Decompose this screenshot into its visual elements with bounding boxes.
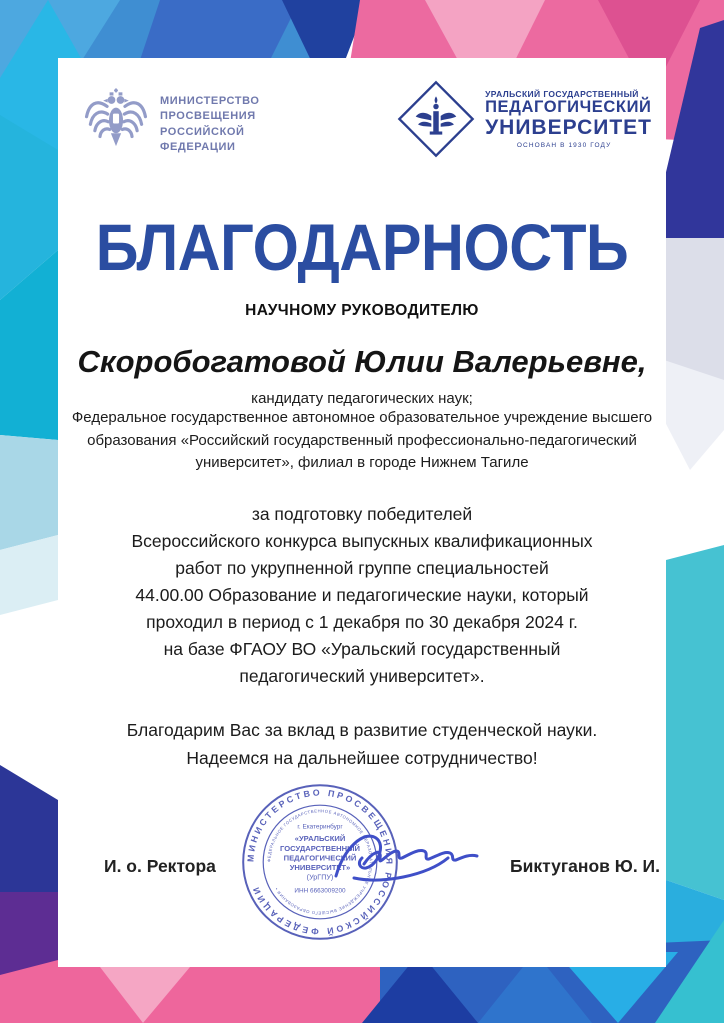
stamp-city: г. Екатеринбург bbox=[297, 823, 343, 831]
recipient-degree: кандидату педагогических наук; bbox=[251, 390, 473, 407]
signature-block bbox=[58, 776, 666, 966]
stamp-org-line: (УрГПУ) bbox=[306, 872, 334, 882]
certificate-title: БЛАГОДАРНОСТЬ bbox=[95, 210, 629, 284]
body-line: на базе ФГАОУ ВО «Уральский государственный bbox=[163, 639, 561, 660]
affiliation-line: Федеральное государственное автономное образовательное учреждение высшего bbox=[71, 409, 653, 426]
body-line: педагогический университет». bbox=[239, 666, 485, 687]
ministry-line: ФЕДЕРАЦИИ bbox=[160, 141, 236, 154]
ministry-line: МИНИСТЕРСТВО bbox=[160, 95, 260, 107]
stamp-inn: ИНН 6663009200 bbox=[294, 887, 346, 895]
stamp-outer-ring-text: МИНИСТЕРСТВО ПРОСВЕЩЕНИЯ РОССИЙСКОЙ ФЕДЕРАЦИИ bbox=[245, 787, 395, 937]
body-line: Всероссийского конкурса выпускных квалификационных bbox=[131, 530, 593, 551]
body-line: работ по укрупненной группе специальностей bbox=[175, 557, 549, 578]
stamp-org-line: «УРАЛЬСКИЙ bbox=[294, 834, 346, 844]
university-line2: ПЕДАГОГИЧЕСКИЙ bbox=[485, 98, 652, 117]
affiliation-line: университет», филиал в городе Нижнем Тагиле bbox=[195, 454, 529, 471]
body-line: проходил в период с 1 декабря по 30 декабря 2024 г. bbox=[146, 612, 578, 632]
body-line: за подготовку победителей bbox=[251, 503, 473, 524]
stamp-org-line: ПЕДАГОГИЧЕСКИЙ bbox=[283, 853, 357, 863]
certificate-panel bbox=[58, 58, 666, 967]
stamp-org-line: УНИВЕРСИТЕТ» bbox=[289, 863, 351, 872]
stamp-middle-ring-text: ФЕДЕРАЛЬНОЕ ГОСУДАРСТВЕННОЕ АВТОНОМНОЕ ОБРАЗОВАТЕЛЬНОЕ УЧРЕЖДЕНИЕ ВЫСШЕГО ОБРАЗОВАНИЯ • bbox=[266, 808, 374, 916]
ministry-line: РОССИЙСКОЙ bbox=[160, 125, 245, 138]
university-line1: УРАЛЬСКИЙ ГОСУДАРСТВЕННЫЙ bbox=[485, 89, 639, 100]
certificate-subtitle: НАУЧНОМУ РУКОВОДИТЕЛЮ bbox=[245, 302, 479, 319]
certificate-body bbox=[58, 501, 666, 691]
signer-position: И. о. Ректора bbox=[104, 856, 216, 876]
stamp-org-line: ГОСУДАРСТВЕННЫЙ bbox=[280, 843, 360, 853]
recipient-name: Скоробогатовой Юлии Валерьевне, bbox=[77, 344, 647, 379]
certificate-content bbox=[58, 58, 666, 772]
ministry-line: ПРОСВЕЩЕНИЯ bbox=[160, 110, 256, 123]
university-line3: УНИВЕРСИТЕТ bbox=[485, 115, 652, 139]
handwritten-signature bbox=[330, 818, 500, 898]
closing-line: Благодарим Вас за вклад в развитие студенческой науки. bbox=[126, 720, 598, 741]
recipient-affiliation bbox=[58, 407, 666, 475]
body-line: 44.00.00 Образование и педагогические науки, который bbox=[135, 584, 589, 605]
closing-message bbox=[58, 717, 666, 771]
closing-line: Надеемся на дальнейшее сотрудничество! bbox=[186, 747, 538, 768]
affiliation-line: образования «Российский государственный профессионально-педагогический bbox=[87, 431, 637, 449]
university-founded: ОСНОВАН В 1930 ГОДУ bbox=[516, 141, 612, 149]
signer-name: Биктуганов Ю. И. bbox=[510, 856, 660, 876]
